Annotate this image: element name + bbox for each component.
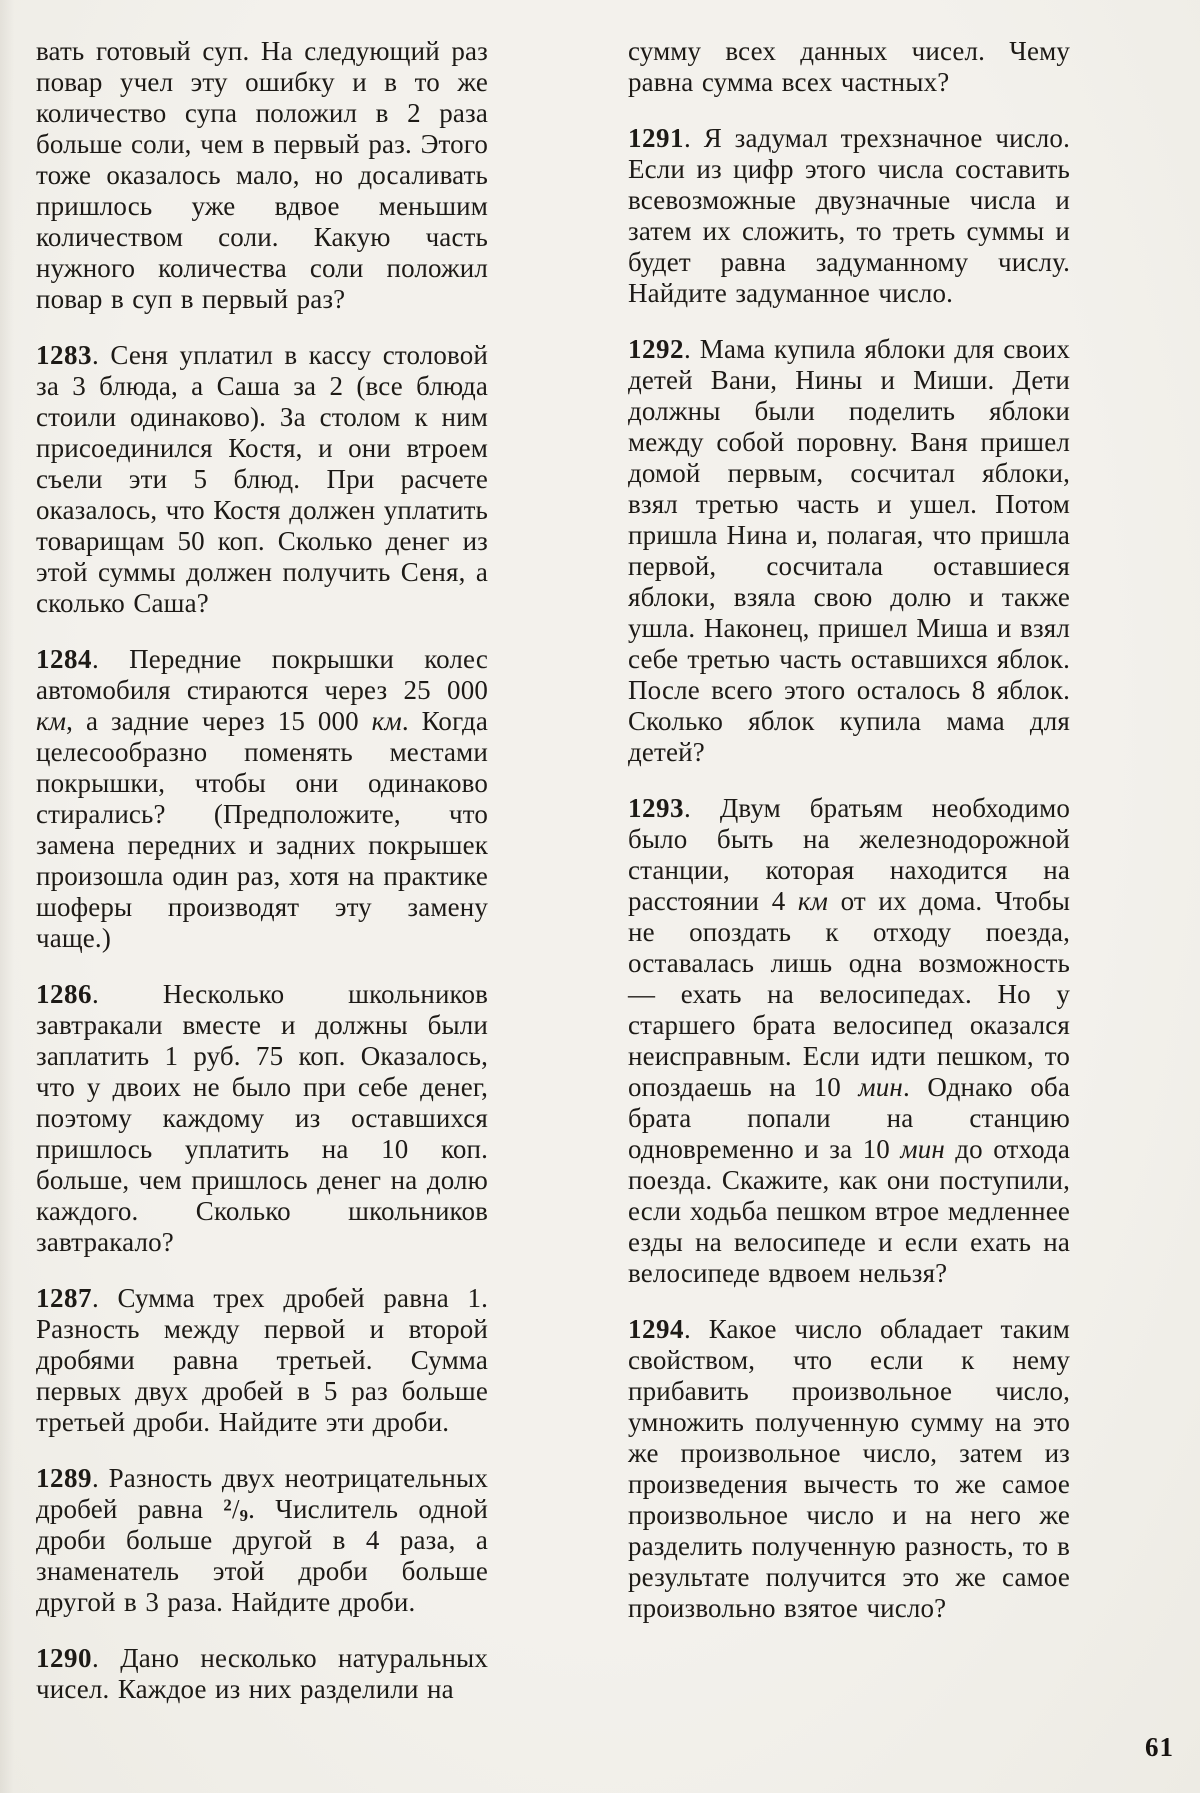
- unit-italic: мин: [858, 1072, 903, 1102]
- page-number: 61: [1145, 1732, 1174, 1762]
- text-run: Я задумал трехзначное число. Если из цифр этого числа составить всевозможные двузначные числа и затем их сложить, то треть суммы и будет равна задуманному числу. Найдите задуманное число.: [628, 123, 1070, 308]
- problem-number: 1290: [36, 1643, 92, 1673]
- continuation-paragraph: [628, 36, 1070, 98]
- problem-number: 1289: [36, 1463, 92, 1493]
- problem-1284: 1284. Передние покрышки колес автомобиля стираются через 25 000 км, а задние через 15 000 км. Когда целесообразно поменять местами покрышки, чтобы они одинаково стирались? (Предположите, что замена передних и задних покрышек произошла один раз, хотя на практике шоферы производят эту замену чаще.): [36, 644, 488, 953]
- continuation-paragraph: [36, 36, 488, 315]
- problem-number: 1292: [628, 334, 684, 364]
- unit-italic: км: [36, 706, 67, 736]
- text-run: Сеня уплатил в кассу столовой за 3 блюда, а Саша за 2 (все блюда стоили одинаково). За столом к ним присоединился Костя, и они втроем съели эти 5 блюд. При расчете оказалось, что Костя должен уплатить товарищам 50 коп. Сколько денег из этой суммы должен получить Сеня, а сколько Саша?: [36, 340, 488, 618]
- problem-number: 1284: [36, 644, 92, 674]
- text-run: Дано несколько натуральных чисел. Каждое из них разделили на: [36, 1643, 488, 1704]
- unit-italic: км: [797, 886, 829, 916]
- text-run: Двум братьям необходимо было быть на железнодорожной станции, которая находится на расстоянии 4: [628, 793, 1070, 916]
- text-run: . Однако оба брата попали на станцию одновременно и за 10: [628, 1072, 1070, 1164]
- problem-number: 1294: [628, 1314, 684, 1344]
- text-run: . Числитель одной дроби больше другой в 4 раза, а знаменатель этой дроби больше другой в 3 раза. Найдите дроби.: [36, 1494, 488, 1617]
- unit-italic: км: [371, 706, 402, 736]
- text-run: Мама купила яблоки для своих детей Вани, Нины и Миши. Дети должны были поделить яблоки между собой поровну. Ваня пришел домой первым, сосчитал яблоки, взял третью часть и ушел. Потом пришла Нина и, полагая, что пришла первой, сосчитала оставшиеся яблоки, взяла свою долю и также ушла. Наконец, пришел Миша и взял себе третью часть оставшихся яблок. После всего этого осталось 8 яблок. Сколько яблок купила мама для детей?: [628, 334, 1070, 767]
- text-run: Сумма трех дробей равна 1. Разность между первой и второй дробями равна третьей. Сумма первых двух дробей в 5 раз больше третьей дроби. Найдите эти дроби.: [36, 1283, 488, 1437]
- problem-number: 1283: [36, 340, 92, 370]
- text-run: , а задние через 15 000: [66, 706, 372, 736]
- problem-1293: 1293. Двум братьям необходимо было быть на железнодорожной станции, которая находится на расстоянии 4 км от их дома. Чтобы не опоздать к отходу поезда, оставалась лишь одна возможность — ехать на велосипедах. Но у старшего брата велосипед оказался неисправным. Если идти пешком, то опоздаешь на 10 мин. Однако оба брата попали на станцию одновременно и за 10 мин до отхода поезда. Скажите, как они поступили, если ходьба пешком втрое медленнее езды на велосипеде и если ехать на велосипеде вдвоем нельзя?: [628, 793, 1070, 1288]
- text-run: . Когда целесообразно поменять местами покрышки, чтобы они одинаково стирались? (Предположите, что замена передних и задних покрышек произошла один раз, хотя на практике шоферы производят эту замену чаще.): [36, 706, 488, 953]
- problem-1287: 1287. Сумма трех дробей равна 1. Разность между первой и второй дробями равна третьей. Сумма первых двух дробей в 5 раз больше третьей дроби. Найдите эти дроби.: [36, 1283, 488, 1437]
- text-run: от их дома. Чтобы не опоздать к отходу поезда, оставалась лишь одна возможность — ехать на велосипедах. Но у старшего брата велосипед оказался неисправным. Если идти пешком, то опоздаешь на 10: [628, 886, 1070, 1102]
- text-run: Какое число обладает таким свойством, что если к нему прибавить произвольное число, умножить полученную сумму на это же произвольное число, затем из произведения вычесть то же самое произвольное число и на него же разделить полученную разность, то в результате получится это же самое произвольно взятое число?: [628, 1314, 1070, 1623]
- text-run: /: [231, 1494, 240, 1524]
- text-run: сумму всех данных чисел. Чему равна сумма всех частных?: [628, 36, 1070, 97]
- problem-number: 1287: [36, 1283, 92, 1313]
- problem-1290: 1290. Дано несколько натуральных чисел. Каждое из них разделили на: [36, 1643, 488, 1704]
- text-run: 2: [223, 1495, 232, 1515]
- text-run: Несколько школьников завтракали вместе и должны были заплатить 1 руб. 75 коп. Оказалось, что у двоих не было при себе денег, поэтому каждому из оставшихся пришлось уплатить на 10 коп. больше, чем пришлось денег на долю каждого. Сколько школьников завтракало?: [36, 979, 488, 1257]
- problem-number: 1291: [628, 123, 684, 153]
- problem-number: 1286: [36, 979, 92, 1009]
- unit-italic: мин: [900, 1134, 945, 1164]
- problem-1289: 1289. Разность двух неотрицательных дробей равна $^2/_9$. Числитель одной дроби больше другой в 4 раза, а знаменатель этой дроби больше другой в 3 раза. Найдите дроби.: [36, 1463, 488, 1617]
- column-left: [36, 36, 488, 1730]
- column-right: [628, 36, 1070, 1730]
- problem-1292: 1292. Мама купила яблоки для своих детей Вани, Нины и Миши. Дети должны были поделить яблоки между собой поровну. Ваня пришел домой первым, сосчитал яблоки, взял третью часть и ушел. Потом пришла Нина и, полагая, что пришла первой, сосчитала оставшиеся яблоки, взяла свою долю и также ушла. Наконец, пришел Миша и взял себе третью часть оставшихся яблок. После всего этого осталось 8 яблок. Сколько яблок купила мама для детей?: [628, 334, 1070, 767]
- problem-1294: 1294. Какое число обладает таким свойством, что если к нему прибавить произвольное число, умножить полученную сумму на это же произвольное число, затем из произведения вычесть то же самое произвольное число и на него же разделить полученную разность, то в результате получится это же самое произвольно взятое число?: [628, 1314, 1070, 1623]
- problem-1286: 1286. Несколько школьников завтракали вместе и должны были заплатить 1 руб. 75 коп. Оказалось, что у двоих не было при себе денег, поэтому каждому из оставшихся пришлось уплатить на 10 коп. больше, чем пришлось денег на долю каждого. Сколько школьников завтракало?: [36, 979, 488, 1257]
- problem-1283: 1283. Сеня уплатил в кассу столовой за 3 блюда, а Саша за 2 (все блюда стоили одинаково). За столом к ним присоединился Костя, и они втроем съели эти 5 блюд. При расчете оказалось, что Костя должен уплатить товарищам 50 коп. Сколько денег из этой суммы должен получить Сеня, а сколько Саша?: [36, 340, 488, 618]
- text-run: Передние покрышки колес автомобиля стираются через 25 000: [36, 644, 488, 705]
- text-run: до отхода поезда. Скажите, как они поступили, если ходьба пешком втрое медленнее езды на велосипеде и если ехать на велосипеде вдвоем нельзя?: [628, 1134, 1070, 1288]
- problem-1291: 1291. Я задумал трехзначное число. Если из цифр этого числа составить всевозможные двузначные числа и затем их сложить, то треть суммы и будет равна задуманному числу. Найдите задуманное число.: [628, 123, 1070, 308]
- text-run: 9: [239, 1506, 249, 1525]
- problem-number: 1293: [628, 793, 684, 823]
- text-run: Разность двух неотрицательных дробей равна: [36, 1463, 488, 1524]
- text-run: вать готовый суп. На следующий раз повар учел эту ошибку и в то же количество супа положил в 2 раза больше соли, чем в первый раз. Этого тоже оказалось мало, но досаливать пришлось уже вдвое меньшим количеством соли. Какую часть нужного количества соли положил повар в суп в первый раз?: [36, 36, 488, 314]
